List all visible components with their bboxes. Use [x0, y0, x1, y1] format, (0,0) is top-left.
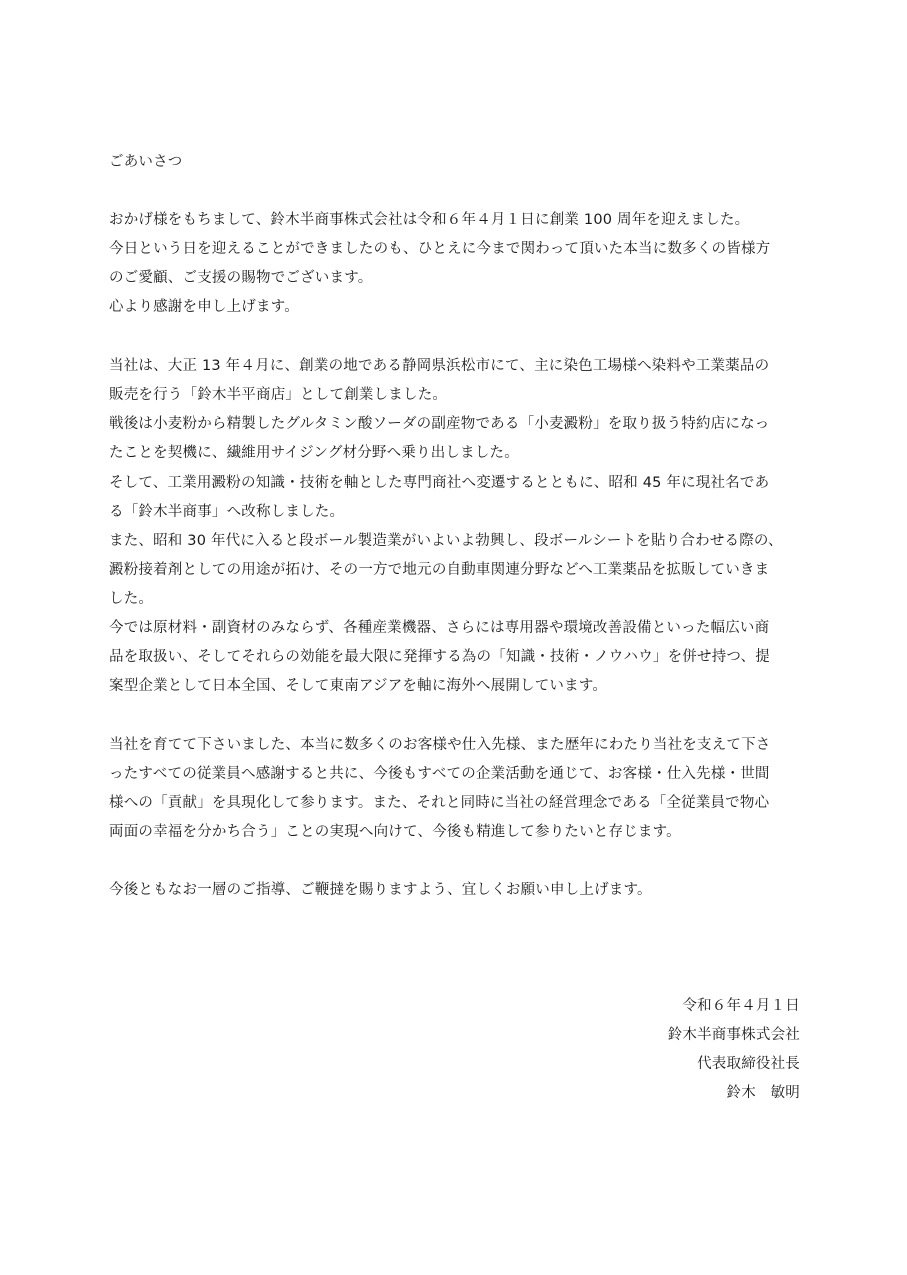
signature-name: 鈴木 敏明 — [726, 1085, 800, 1101]
paragraph-line: そして、工業用澱粉の知識・技術を軸とした専門商社へ変遷するとともに、昭和 45 年に現社名であ — [109, 475, 770, 491]
paragraph-line: たことを契機に、繊維用サイジング材分野へ乗り出しました。 — [109, 445, 519, 461]
paragraph-line: 当社は、大正 13 年４月に、創業の地である静岡県浜松市にて、主に染色工場様へ染料や工業薬品の — [109, 358, 770, 374]
paragraph-line: 心より感謝を申し上げます。 — [109, 299, 299, 315]
paragraph-line: おかげ様をもちまして、鈴木半商事株式会社は令和６年４月１日に創業 100 周年を迎えました。 — [109, 212, 750, 228]
letter-heading: ごあいさつ — [109, 154, 183, 170]
paragraph-line: した。 — [109, 591, 154, 607]
paragraph-line: 今では原材料・副資材のみならず、各種産業機器、さらには専用器や環境改善設備といった幅広い商 — [109, 620, 770, 636]
paragraph-line: 今日という日を迎えることができましたのも、ひとえに今まで関わって頂いた本当に数多くの皆様方 — [109, 241, 771, 257]
paragraph-line: ったすべての従業員へ感謝すると共に、今後もすべての企業活動を通じて、お客様・仕入先様・世間 — [109, 766, 770, 782]
paragraph-line: 今後ともなお一層のご指導、ご鞭撻を賜りますよう、宜しくお願い申し上げます。 — [109, 882, 652, 898]
signature-date: 令和６年４月１日 — [682, 998, 800, 1014]
paragraph-line: 両面の幸福を分かち合う」ことの実現へ向けて、今後も精進して参りたいと存じます。 — [109, 824, 681, 840]
paragraph-line: 案型企業として日本全国、そして東南アジアを軸に海外へ展開しています。 — [109, 678, 608, 694]
paragraph-line: 澱粉接着剤としての用途が拓け、その一方で地元の自動車関連分野などへ工業薬品を拡販していきま — [109, 562, 770, 578]
paragraph-line: 品を取扱い、そしてそれらの効能を最大限に発揮する為の「知識・技術・ノウハウ」を併せ持つ、提 — [109, 649, 770, 665]
paragraph-line: 当社を育てて下さいました、本当に数多くのお客様や仕入先様、また歴年にわたり当社を支えて下さ — [109, 737, 771, 753]
signature-company: 鈴木半商事株式会社 — [667, 1027, 800, 1043]
paragraph-line: る「鈴木半商事」へ改称しました。 — [109, 504, 345, 520]
paragraph-line: また、昭和 30 年代に入ると段ボール製造業がいよいよ勃興し、段ボールシートを貼り合わせる際の、 — [109, 533, 783, 549]
paragraph-line: 販売を行う「鈴木半平商店」として創業しました。 — [109, 387, 448, 403]
paragraph-line: のご愛顧、ご支援の賜物でございます。 — [109, 270, 373, 286]
paragraph-line: 戦後は小麦粉から精製したグルタミン酸ソーダの副産物である「小麦澱粉」を取り扱う特約店になっ — [109, 416, 770, 432]
paragraph-line: 様への「貢献」を具現化して参ります。また、それと同時に当社の経営理念である「全従業員で物心 — [109, 795, 770, 811]
signature-title: 代表取締役社長 — [697, 1056, 800, 1072]
